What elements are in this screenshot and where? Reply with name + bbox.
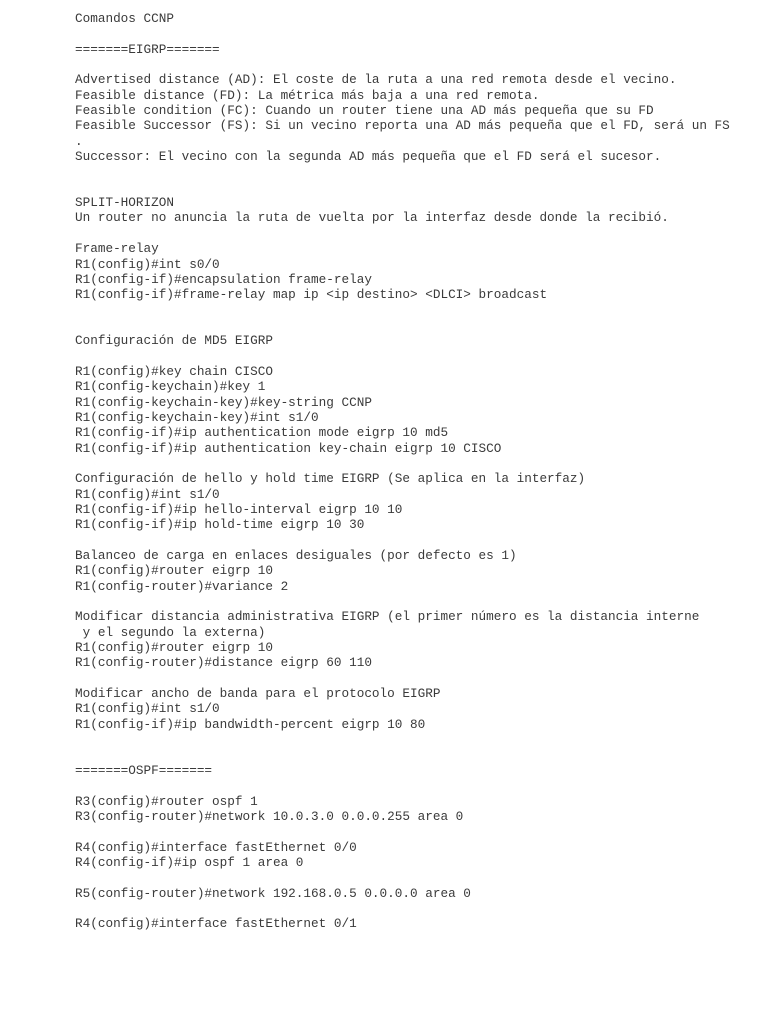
text-line: SPLIT-HORIZON (75, 195, 174, 211)
blank-line (75, 533, 755, 548)
text-line: R1(config-if)#ip authentication key-chain eigrp 10 CISCO (75, 440, 502, 456)
blank-line (75, 226, 755, 241)
document-page (75, 11, 755, 932)
blank-line (75, 349, 755, 364)
blank-line (75, 748, 755, 763)
text-line: R1(config-if)#encapsulation frame-relay (75, 271, 372, 287)
text-line: Frame-relay (75, 241, 159, 257)
text-line: R4(config)#interface fastEthernet 0/1 (75, 916, 357, 932)
blank-line (75, 671, 755, 686)
text-line: =======OSPF======= (75, 762, 213, 778)
blank-line (75, 778, 755, 793)
text-line: R1(config)#key chain CISCO (75, 363, 273, 379)
text-line: R1(config-keychain-key)#int s1/0 (75, 409, 319, 425)
blank-line (75, 318, 755, 333)
text-line: R1(config-if)#ip hello-interval eigrp 10 10 (75, 502, 403, 517)
text-line: R1(config-if)#ip hold-time eigrp 10 30 (75, 517, 365, 533)
text-line: Feasible Successor (FS): Si un vecino reporta una AD más pequeña que el FD, será un FS (75, 118, 730, 134)
text-line: Modificar distancia administrativa EIGRP (el primer número es la distancia interne (75, 609, 700, 625)
text-line: y el segundo la externa) (75, 624, 266, 640)
text-line: R1(config)#int s1/0 (75, 486, 220, 502)
blank-line (75, 303, 755, 318)
blank-line (75, 456, 755, 471)
text-line: . (75, 133, 83, 149)
text-line: Balanceo de carga en enlaces desiguales (por defecto es 1) (75, 548, 517, 564)
blank-line (75, 26, 755, 41)
blank-line (75, 824, 755, 839)
text-line: Configuración de hello y hold time EIGRP (Se aplica en la interfaz) (75, 471, 586, 487)
blank-line (75, 732, 755, 747)
text-line: R4(config-if)#ip ospf 1 area 0 (75, 854, 304, 870)
text-line: R1(config-if)#ip bandwidth-percent eigrp 10 80 (75, 716, 426, 732)
text-line: R1(config)#int s1/0 (75, 701, 220, 717)
blank-line (75, 870, 755, 885)
text-line: R1(config)#router eigrp 10 (75, 640, 273, 656)
text-line: R1(config-keychain)#key 1 (75, 379, 266, 395)
blank-line (75, 164, 755, 179)
text-line: Feasible condition (FC): Cuando un router tiene una AD más pequeña que su FD (75, 103, 654, 119)
text-line: =======EIGRP======= (75, 41, 220, 57)
blank-line (75, 901, 755, 916)
text-line: R3(config)#router ospf 1 (75, 793, 258, 809)
text-line: R3(config-router)#network 10.0.3.0 0.0.0.255 area 0 (75, 808, 464, 824)
text-line: R1(config-if)#ip authentication mode eigrp 10 md5 (75, 425, 449, 441)
blank-line (75, 594, 755, 609)
text-line: Advertised distance (AD): El coste de la ruta a una red remota desde el vecino. (75, 72, 677, 88)
text-line: R1(config)#router eigrp 10 (75, 563, 273, 579)
text-line: R4(config)#interface fastEthernet 0/0 (75, 839, 357, 855)
blank-line (75, 57, 755, 72)
text-line: Feasible distance (FD): La métrica más baja a una red remota. (75, 87, 540, 103)
blank-line (75, 180, 755, 195)
text-line: Successor: El vecino con la segunda AD más pequeña que el FD será el sucesor. (75, 149, 662, 165)
text-line: R1(config-keychain-key)#key-string CCNP (75, 394, 372, 410)
text-line: R1(config-router)#variance 2 (75, 578, 289, 594)
text-line: R1(config)#int s0/0 (75, 256, 220, 272)
text-line: R5(config-router)#network 192.168.0.5 0.0.0.0 area 0 (75, 885, 471, 901)
text-line: Configuración de MD5 EIGRP (75, 333, 273, 349)
text-line: Modificar ancho de banda para el protocolo EIGRP (75, 686, 441, 702)
text-line: Un router no anuncia la ruta de vuelta por la interfaz desde donde la recibió. (75, 210, 669, 226)
text-line: R1(config-if)#frame-relay map ip <ip destino> <DLCI> broadcast (75, 287, 548, 303)
text-line: Comandos CCNP (75, 11, 174, 26)
text-line: R1(config-router)#distance eigrp 60 110 (75, 655, 372, 671)
